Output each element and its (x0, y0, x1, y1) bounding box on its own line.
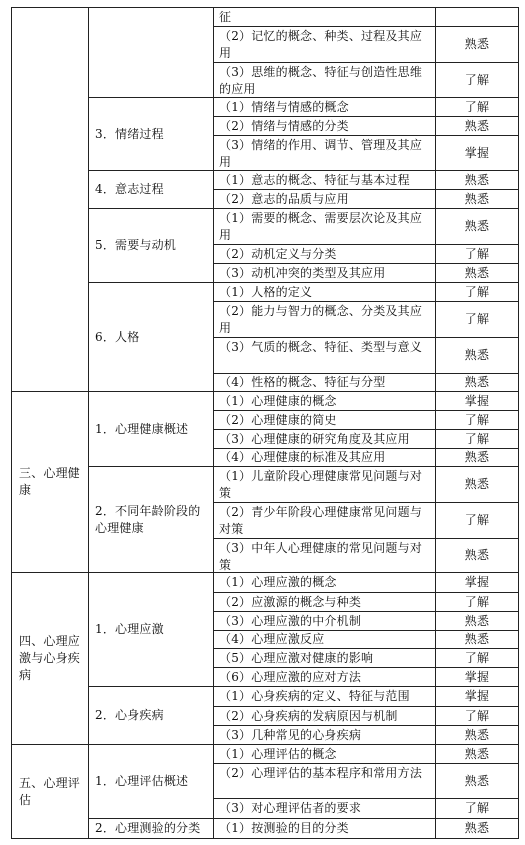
section-title: 6．人格 (95, 329, 140, 344)
requirement-level: 了解 (464, 72, 490, 87)
section-title: 3．情绪过程 (95, 126, 164, 141)
requirement-level: 了解 (464, 708, 490, 723)
requirement-level: 掌握 (464, 689, 490, 703)
requirement-level: 掌握 (464, 575, 490, 589)
requirement-level: 熟悉 (464, 37, 490, 51)
requirement-level: 熟悉 (464, 727, 490, 742)
requirement-level: 了解 (464, 99, 490, 114)
content-item: （1）心身疾病的定义、特征与范围 (219, 689, 410, 703)
requirement-level: 掌握 (464, 393, 490, 408)
content-item: （1）需要的概念、需要层次论及其应用 (219, 211, 423, 242)
unit-title (12, 8, 87, 391)
requirement-level: 了解 (464, 594, 490, 609)
requirement-level: 掌握 (464, 669, 490, 684)
content-item: （2）情绪与情感的分类 (219, 118, 349, 133)
content-item: （3）情绪的作用、调节、管理及其应用 (219, 138, 423, 169)
content-item: （2）心身疾病的发病原因与机制 (219, 708, 398, 723)
content-item: （3）心理应激的中介机制 (219, 613, 362, 628)
requirement-level: 熟悉 (464, 746, 490, 761)
table-rule (11, 838, 519, 839)
requirement-level: 熟悉 (464, 219, 490, 233)
content-item: （1）心理应激的概念 (219, 575, 337, 589)
requirement-level: 了解 (464, 431, 490, 446)
requirement-level: 熟悉 (464, 548, 490, 562)
content-item: （3）对心理评估者的要求 (219, 801, 362, 815)
requirement-level: 了解 (464, 246, 490, 261)
section-title: 1．心理健康概述 (95, 421, 189, 436)
content-item: （1）心理评估的概念 (219, 746, 337, 761)
content-item: （2）记忆的概念、种类、过程及其应用 (219, 29, 423, 60)
content-item: （3）心理健康的研究角度及其应用 (219, 431, 410, 446)
content-item: （1）人格的定义 (219, 284, 313, 299)
requirement-level: 熟悉 (464, 613, 490, 628)
requirement-level: 了解 (464, 513, 490, 527)
content-item: 征 (219, 9, 232, 24)
section-title: 2．心身疾病 (95, 708, 164, 722)
content-item: （2）意志的品质与应用 (219, 191, 349, 206)
unit-title: 四、心理应激与心身疾病 (19, 634, 81, 682)
requirement-level: 掌握 (464, 145, 490, 160)
content-item: （1）按测验的目的分类 (219, 821, 349, 835)
requirement-level (436, 8, 518, 26)
content-item: （1）情绪与情感的概念 (219, 99, 349, 114)
requirement-level: 熟悉 (464, 265, 490, 280)
requirement-level: 了解 (464, 801, 490, 815)
requirement-level: 熟悉 (464, 172, 490, 187)
section-title: 1．心理应激 (95, 622, 164, 636)
requirement-level: 了解 (464, 650, 490, 665)
content-item: （3）思维的概念、特征与创造性思维的应用 (219, 65, 423, 96)
unit-title: 五、心理评估 (19, 775, 81, 807)
content-item: （2）能力与智力的概念、分类及其应用 (219, 304, 423, 335)
requirement-level: 了解 (464, 312, 490, 326)
requirement-level: 熟悉 (464, 118, 490, 133)
section-title: 5．需要与动机 (95, 238, 177, 252)
section-title: 2．不同年龄阶段的心理健康 (95, 503, 201, 535)
content-item: （4）心理应激反应 (219, 632, 325, 646)
content-item: （4）心理健康的标准及其应用 (219, 450, 386, 464)
requirement-level: 熟悉 (464, 632, 490, 646)
requirement-level: 熟悉 (464, 375, 490, 389)
requirement-level: 熟悉 (464, 821, 490, 835)
requirement-level: 了解 (464, 412, 490, 427)
content-item: （1）心理健康的概念 (219, 393, 337, 408)
content-item: （3）气质的概念、特征、类型与意义 (219, 340, 423, 354)
content-item: （6）心理应激的应对方法 (219, 669, 362, 684)
content-item: （2）青少年阶段心理健康常见问题与对策 (219, 505, 423, 536)
content-item: （2）心理评估的基本程序和常用方法 (219, 766, 423, 780)
requirement-level: 熟悉 (464, 773, 490, 788)
section-title: 2．心理测验的分类 (95, 821, 201, 835)
content-item: （2）动机定义与分类 (219, 246, 337, 261)
requirement-level: 熟悉 (464, 348, 490, 362)
content-item: （1）意志的概念、特征与基本过程 (219, 172, 410, 187)
content-item: （2）应激源的概念与种类 (219, 594, 362, 609)
requirement-level: 熟悉 (464, 450, 490, 464)
content-item: （1）儿童阶段心理健康常见问题与对策 (219, 469, 423, 500)
content-item: （3）几种常见的心身疾病 (219, 727, 362, 742)
content-item: （2）心理健康的简史 (219, 412, 337, 427)
table-rule (518, 7, 519, 839)
content-item: （3）动机冲突的类型及其应用 (219, 265, 386, 280)
content-item: （5）心理应激对健康的影响 (219, 650, 374, 665)
requirement-level: 了解 (464, 284, 490, 299)
section-title: 4．意志过程 (95, 182, 164, 196)
requirement-level: 熟悉 (464, 477, 490, 491)
content-item: （4）性格的概念、特征与分型 (219, 375, 386, 389)
requirement-level: 熟悉 (464, 191, 490, 206)
section-title: 1．心理评估概述 (95, 774, 189, 788)
unit-title: 三、心理健康 (19, 466, 81, 497)
content-item: （3）中年人心理健康的常见问题与对策 (219, 541, 423, 572)
